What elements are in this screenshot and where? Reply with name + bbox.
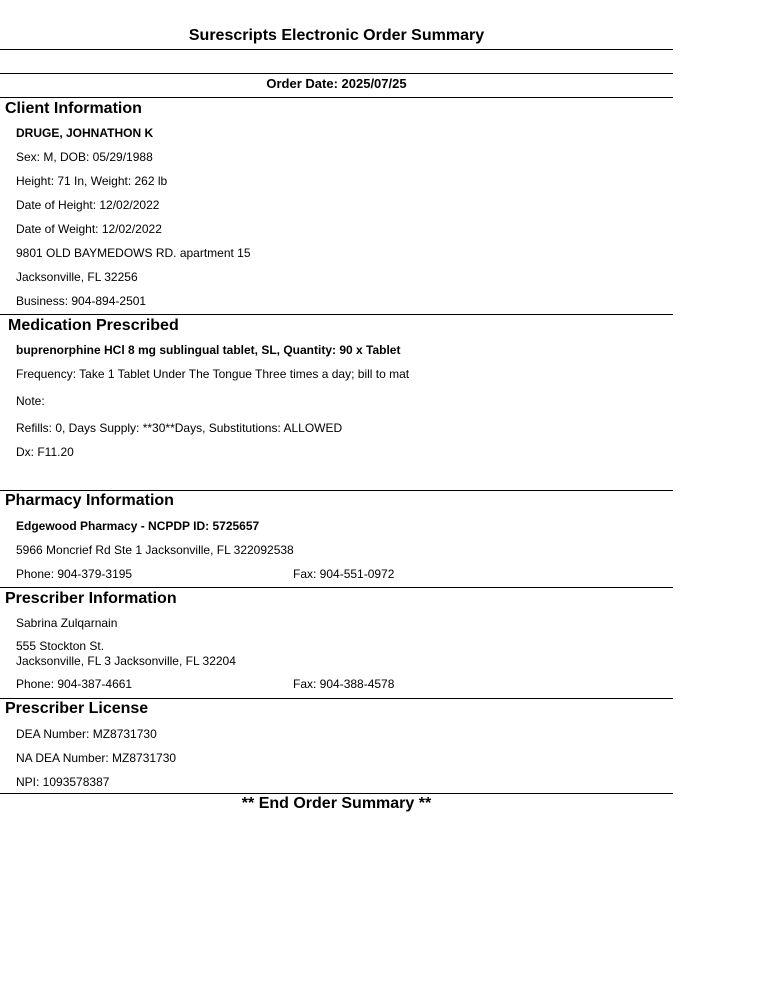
divider bbox=[0, 314, 673, 315]
license-npi: NPI: 1093578387 bbox=[16, 775, 110, 789]
medication-frequency: Frequency: Take 1 Tablet Under The Tongue Three times a day; bill to mat bbox=[16, 367, 410, 381]
divider bbox=[0, 793, 673, 794]
client-sex-dob: Sex: M, DOB: 05/29/1988 bbox=[16, 150, 153, 164]
license-na-dea-number: NA DEA Number: MZ8731730 bbox=[16, 751, 177, 765]
medication-heading: Medication Prescribed bbox=[8, 317, 179, 334]
document-title: Surescripts Electronic Order Summary bbox=[188, 27, 485, 44]
medication-drug: buprenorphine HCl 8 mg sublingual tablet, SL, Quantity: 90 x Tablet bbox=[16, 343, 401, 357]
divider bbox=[0, 587, 673, 588]
client-business-phone: Business: 904-894-2501 bbox=[16, 294, 147, 308]
client-information-heading: Client Information bbox=[5, 100, 142, 117]
end-order-summary: ** End Order Summary ** bbox=[241, 795, 432, 812]
pharmacy-fax: Fax: 904-551-0972 bbox=[293, 567, 395, 581]
order-date: Order Date: 2025/07/25 bbox=[266, 76, 407, 91]
pharmacy-name: Edgewood Pharmacy - NCPDP ID: 5725657 bbox=[16, 519, 260, 533]
client-height-weight: Height: 71 In, Weight: 262 lb bbox=[16, 174, 168, 188]
license-dea-number: DEA Number: MZ8731730 bbox=[16, 727, 157, 741]
prescriber-phone: Phone: 904-387-4661 bbox=[16, 677, 133, 691]
client-address-line1: 9801 OLD BAYMEDOWS RD. apartment 15 bbox=[16, 246, 251, 260]
divider bbox=[0, 49, 673, 50]
prescriber-fax: Fax: 904-388-4578 bbox=[293, 677, 395, 691]
prescriber-name: Sabrina Zulqarnain bbox=[16, 616, 118, 630]
divider bbox=[0, 97, 673, 98]
divider bbox=[0, 490, 673, 491]
pharmacy-phone: Phone: 904-379-3195 bbox=[16, 567, 133, 581]
medication-note: Note: bbox=[16, 394, 45, 408]
client-date-of-weight: Date of Weight: 12/02/2022 bbox=[16, 222, 162, 236]
client-date-of-height: Date of Height: 12/02/2022 bbox=[16, 198, 160, 212]
prescriber-address-line1: 555 Stockton St. bbox=[16, 639, 105, 653]
prescriber-heading: Prescriber Information bbox=[5, 590, 177, 607]
pharmacy-heading: Pharmacy Information bbox=[5, 492, 174, 509]
pharmacy-address: 5966 Moncrief Rd Ste 1 Jacksonville, FL 322092538 bbox=[16, 543, 294, 557]
prescriber-address-line2: Jacksonville, FL 3 Jacksonville, FL 32204 bbox=[16, 654, 236, 668]
divider bbox=[0, 73, 673, 74]
client-address-line2: Jacksonville, FL 32256 bbox=[16, 270, 138, 284]
medication-refills: Refills: 0, Days Supply: **30**Days, Substitutions: ALLOWED bbox=[16, 421, 343, 435]
divider bbox=[0, 698, 673, 699]
license-heading: Prescriber License bbox=[5, 700, 149, 717]
client-name: DRUGE, JOHNATHON K bbox=[16, 126, 154, 140]
medication-dx: Dx: F11.20 bbox=[16, 445, 74, 459]
